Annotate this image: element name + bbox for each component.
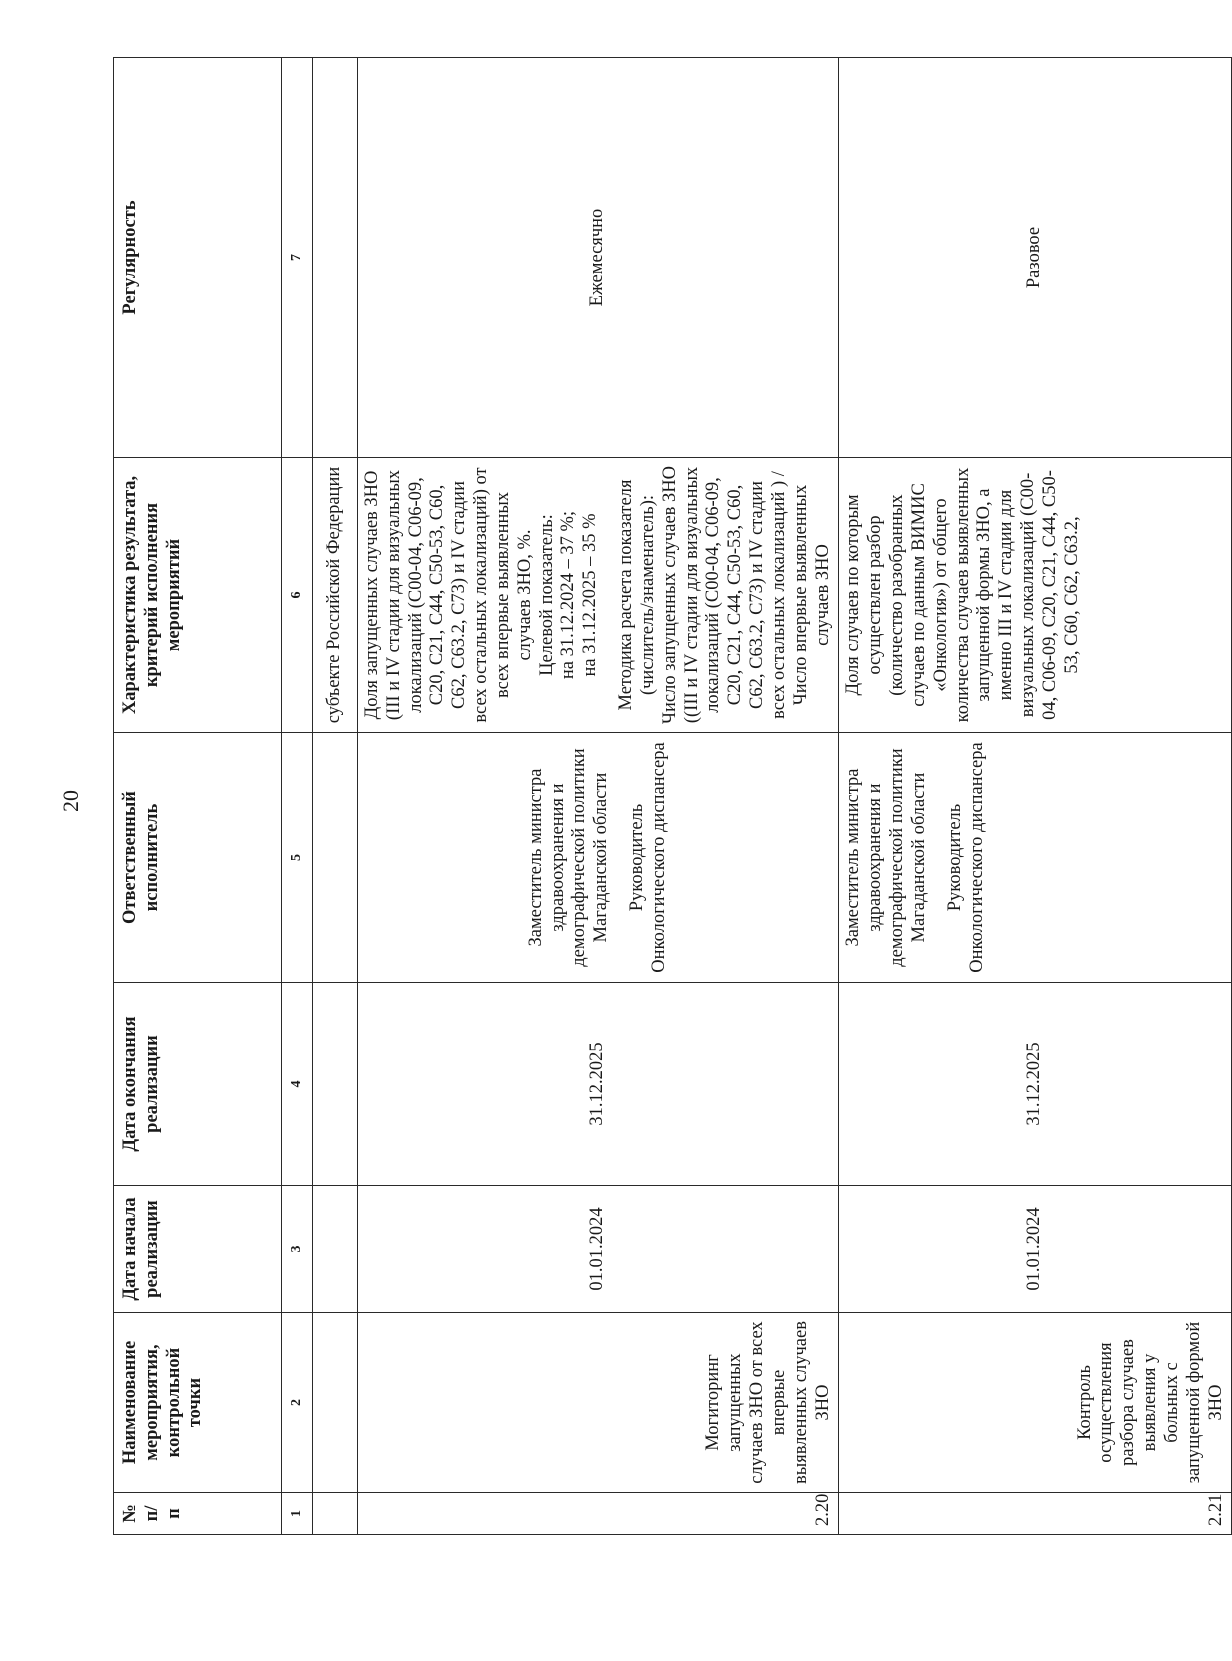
characteristic-target-2025: на 31.12.2025 – 35 % bbox=[580, 513, 601, 677]
responsible-deputy-minister: Заместитель министра здравоохранения и демографической политики Магаданской области bbox=[525, 748, 612, 967]
column-number: 6 bbox=[282, 458, 313, 733]
header-regularity: Регулярность bbox=[114, 58, 282, 458]
column-number: 3 bbox=[282, 1186, 313, 1313]
column-number: 2 bbox=[282, 1313, 313, 1493]
row-name: Контроль осуществления разбора случаев выявления у больных с запущенной формой ЗНО bbox=[839, 1313, 1232, 1493]
characteristic-target-2024: на 31.12.2024 – 37 %; bbox=[558, 510, 579, 680]
activities-table bbox=[113, 57, 1232, 1535]
characteristic-target-label: Целевой показатель: bbox=[536, 514, 557, 676]
row-regularity: Разовое bbox=[839, 58, 1232, 458]
responsible-oncology-head: Руководитель Онкологического диспансера bbox=[944, 742, 987, 973]
column-number: 4 bbox=[282, 983, 313, 1186]
row-responsible bbox=[358, 733, 839, 983]
header-row bbox=[114, 58, 282, 1535]
row-end-date: 31.12.2025 bbox=[358, 983, 839, 1186]
characteristic-description: Доля запущенных случаев ЗНО (III и IV стадии для визуальных локализаций (С00-04, С06-09, С20, С21, С44, С50-53, С60, С62, С63.2, С73) и IV стадии всех остальных локализаций) от всех впервые выявленных случаев ЗНО, %. bbox=[362, 467, 535, 723]
column-number: 1 bbox=[282, 1493, 313, 1535]
row-characteristic bbox=[358, 458, 839, 733]
page-number: 20 bbox=[58, 790, 83, 812]
responsible-deputy-minister: Заместитель министра здравоохранения и демографической политики Магаданской области bbox=[843, 748, 929, 967]
row-start-date: 01.01.2024 bbox=[839, 1186, 1232, 1313]
continuation-row bbox=[313, 58, 358, 1535]
characteristic-description: Доля случаев по которым осуществлен разбор (количество разобранных случаев по данным ВИМИС «Онкология») от общего количества случаев выявленных запущенной формы ЗНО, а именно III и IV стадии для визуальных локализаций (С00-04, С06-09, С20, С21, С44, С50-53, С60, С62, С63.2, bbox=[843, 467, 1082, 723]
header-name: Наименование мероприятия, контрольной точки bbox=[114, 1313, 282, 1493]
row-name: Могиторинг запущенных случаев ЗНО от всех впервые выявленных случаев ЗНО bbox=[358, 1313, 839, 1493]
row-start-date: 01.01.2024 bbox=[358, 1186, 839, 1313]
table-row bbox=[839, 58, 1232, 1535]
row-responsible bbox=[839, 733, 1232, 983]
rotated-page-content bbox=[113, 58, 1226, 1535]
column-number: 7 bbox=[282, 58, 313, 458]
header-number: № п/п bbox=[114, 1493, 282, 1535]
table-row bbox=[358, 58, 839, 1535]
header-characteristic: Характеристика результата, критерий исполнения мероприятий bbox=[114, 458, 282, 733]
header-end-date: Дата окончания реализации bbox=[114, 983, 282, 1186]
header-responsible: Ответственный исполнитель bbox=[114, 733, 282, 983]
row-regularity: Ежемесячно bbox=[358, 58, 839, 458]
row-characteristic bbox=[839, 458, 1232, 733]
header-start-date: Дата начала реализации bbox=[114, 1186, 282, 1313]
row-number: 2.20 bbox=[358, 1493, 839, 1535]
responsible-oncology-head: Руководитель Онкологического диспансера bbox=[627, 742, 669, 973]
row-end-date: 31.12.2025 bbox=[839, 983, 1232, 1186]
continuation-text: субъекте Российской Федерации bbox=[313, 458, 358, 733]
characteristic-method-label: Методика расчета показателя (числитель/знаменатель): bbox=[616, 479, 658, 711]
column-number-row bbox=[282, 58, 313, 1535]
column-number: 5 bbox=[282, 733, 313, 983]
characteristic-method-formula: Число запущенных случаев ЗНО ((III и IV стадии для визуальных локализаций (С00-04, С06-09, С20, С21, С44, С50-53, С60, С62, С63.2, С73) и IV стадии всех остальных локализаций ) /Число впервые выявленных случаев ЗНО bbox=[659, 466, 833, 724]
row-number: 2.21 bbox=[839, 1493, 1232, 1535]
